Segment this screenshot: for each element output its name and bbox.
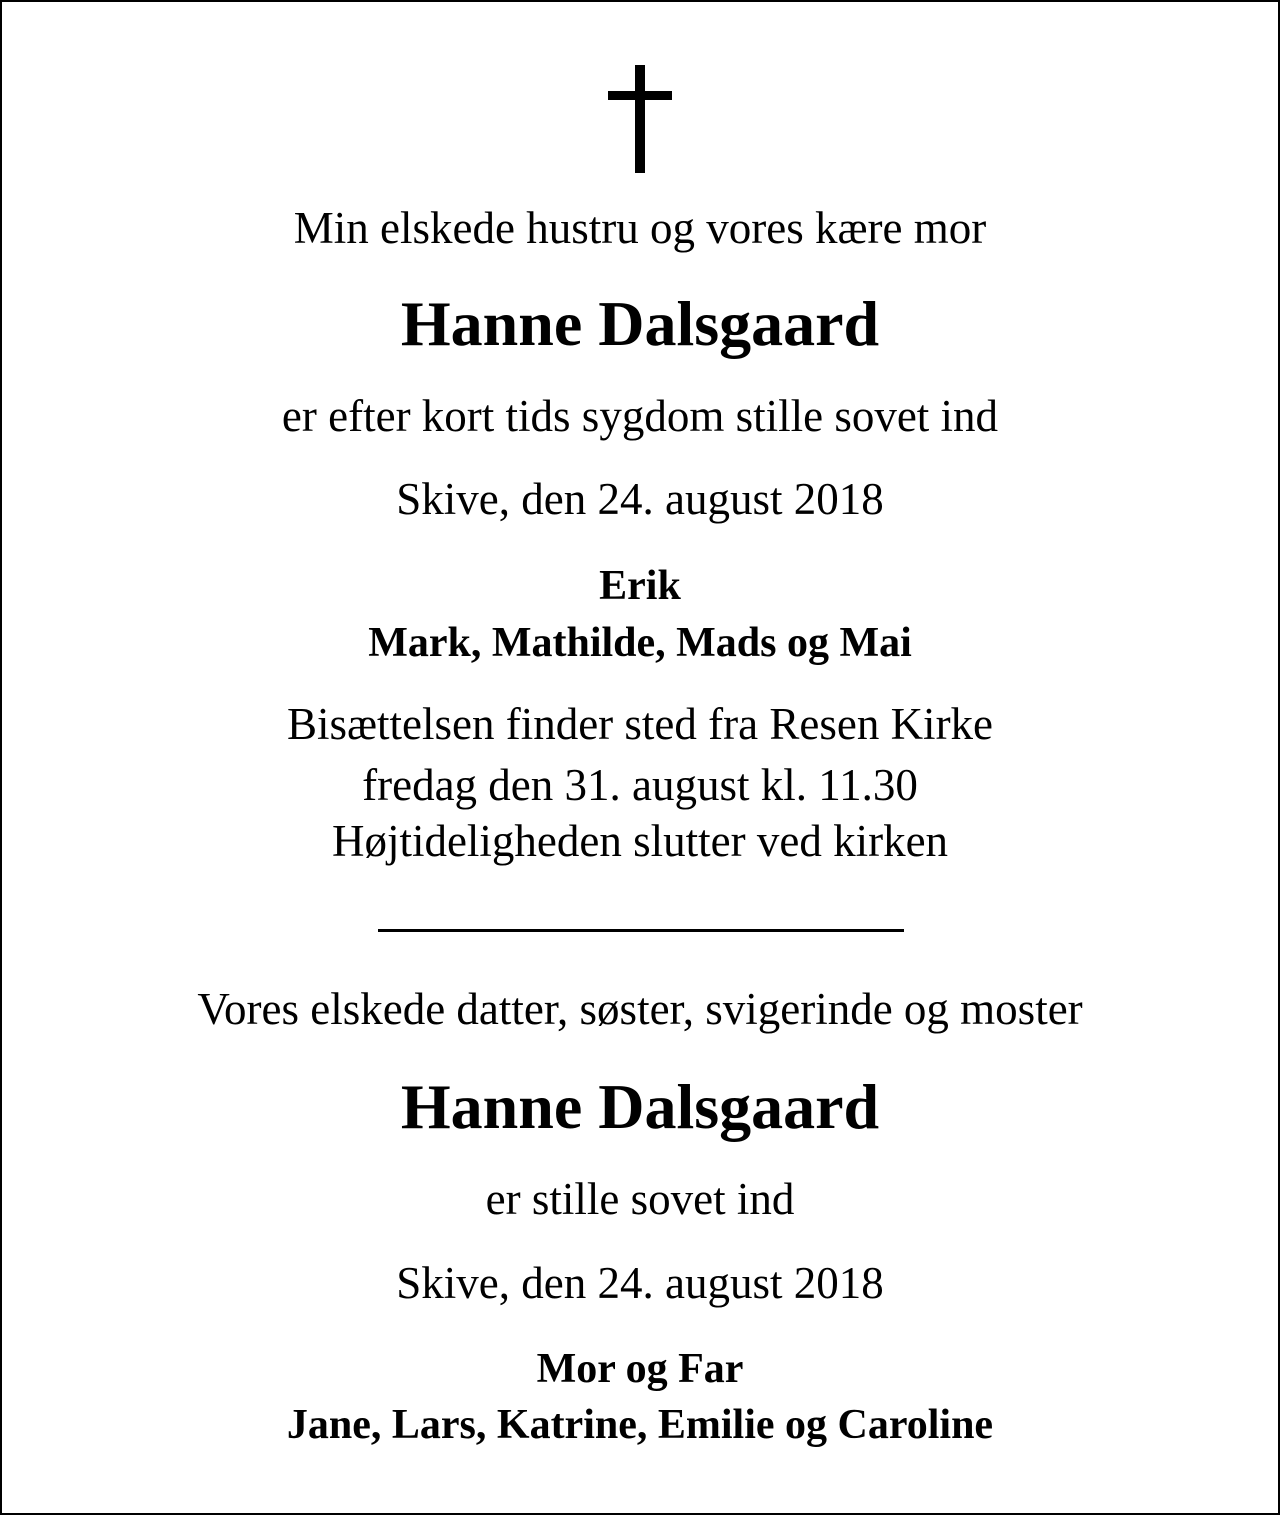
mourner-line: Mark, Mathilde, Mads og Mai bbox=[368, 620, 912, 666]
place-date-1: Skive, den 24. august 2018 bbox=[396, 474, 884, 524]
intro-text-1: Min elskede hustru og vores kære mor bbox=[293, 203, 987, 253]
place-date-2: Skive, den 24. august 2018 bbox=[396, 1258, 884, 1308]
deceased-name-2: Hanne Dalsgaard bbox=[400, 1071, 880, 1142]
cross-icon bbox=[2, 65, 1278, 173]
statement-text-2: er stille sovet ind bbox=[485, 1174, 795, 1224]
mourner-line: Erik bbox=[599, 563, 681, 609]
deceased-name-1: Hanne Dalsgaard bbox=[400, 288, 880, 359]
section-divider bbox=[378, 929, 904, 932]
mourner-line: Mor og Far bbox=[536, 1346, 744, 1392]
funeral-info-line: fredag den 31. august kl. 11.30 bbox=[362, 760, 918, 810]
funeral-info-line: Bisættelsen finder sted fra Resen Kirke bbox=[286, 699, 994, 749]
mourner-line: Jane, Lars, Katrine, Emilie og Caroline bbox=[286, 1402, 994, 1448]
statement-text-1: er efter kort tids sygdom stille sovet ind bbox=[281, 391, 999, 441]
intro-text-2: Vores elskede datter, søster, svigerinde og moster bbox=[197, 984, 1083, 1034]
funeral-info-line: Højtideligheden slutter ved kirken bbox=[331, 816, 949, 866]
